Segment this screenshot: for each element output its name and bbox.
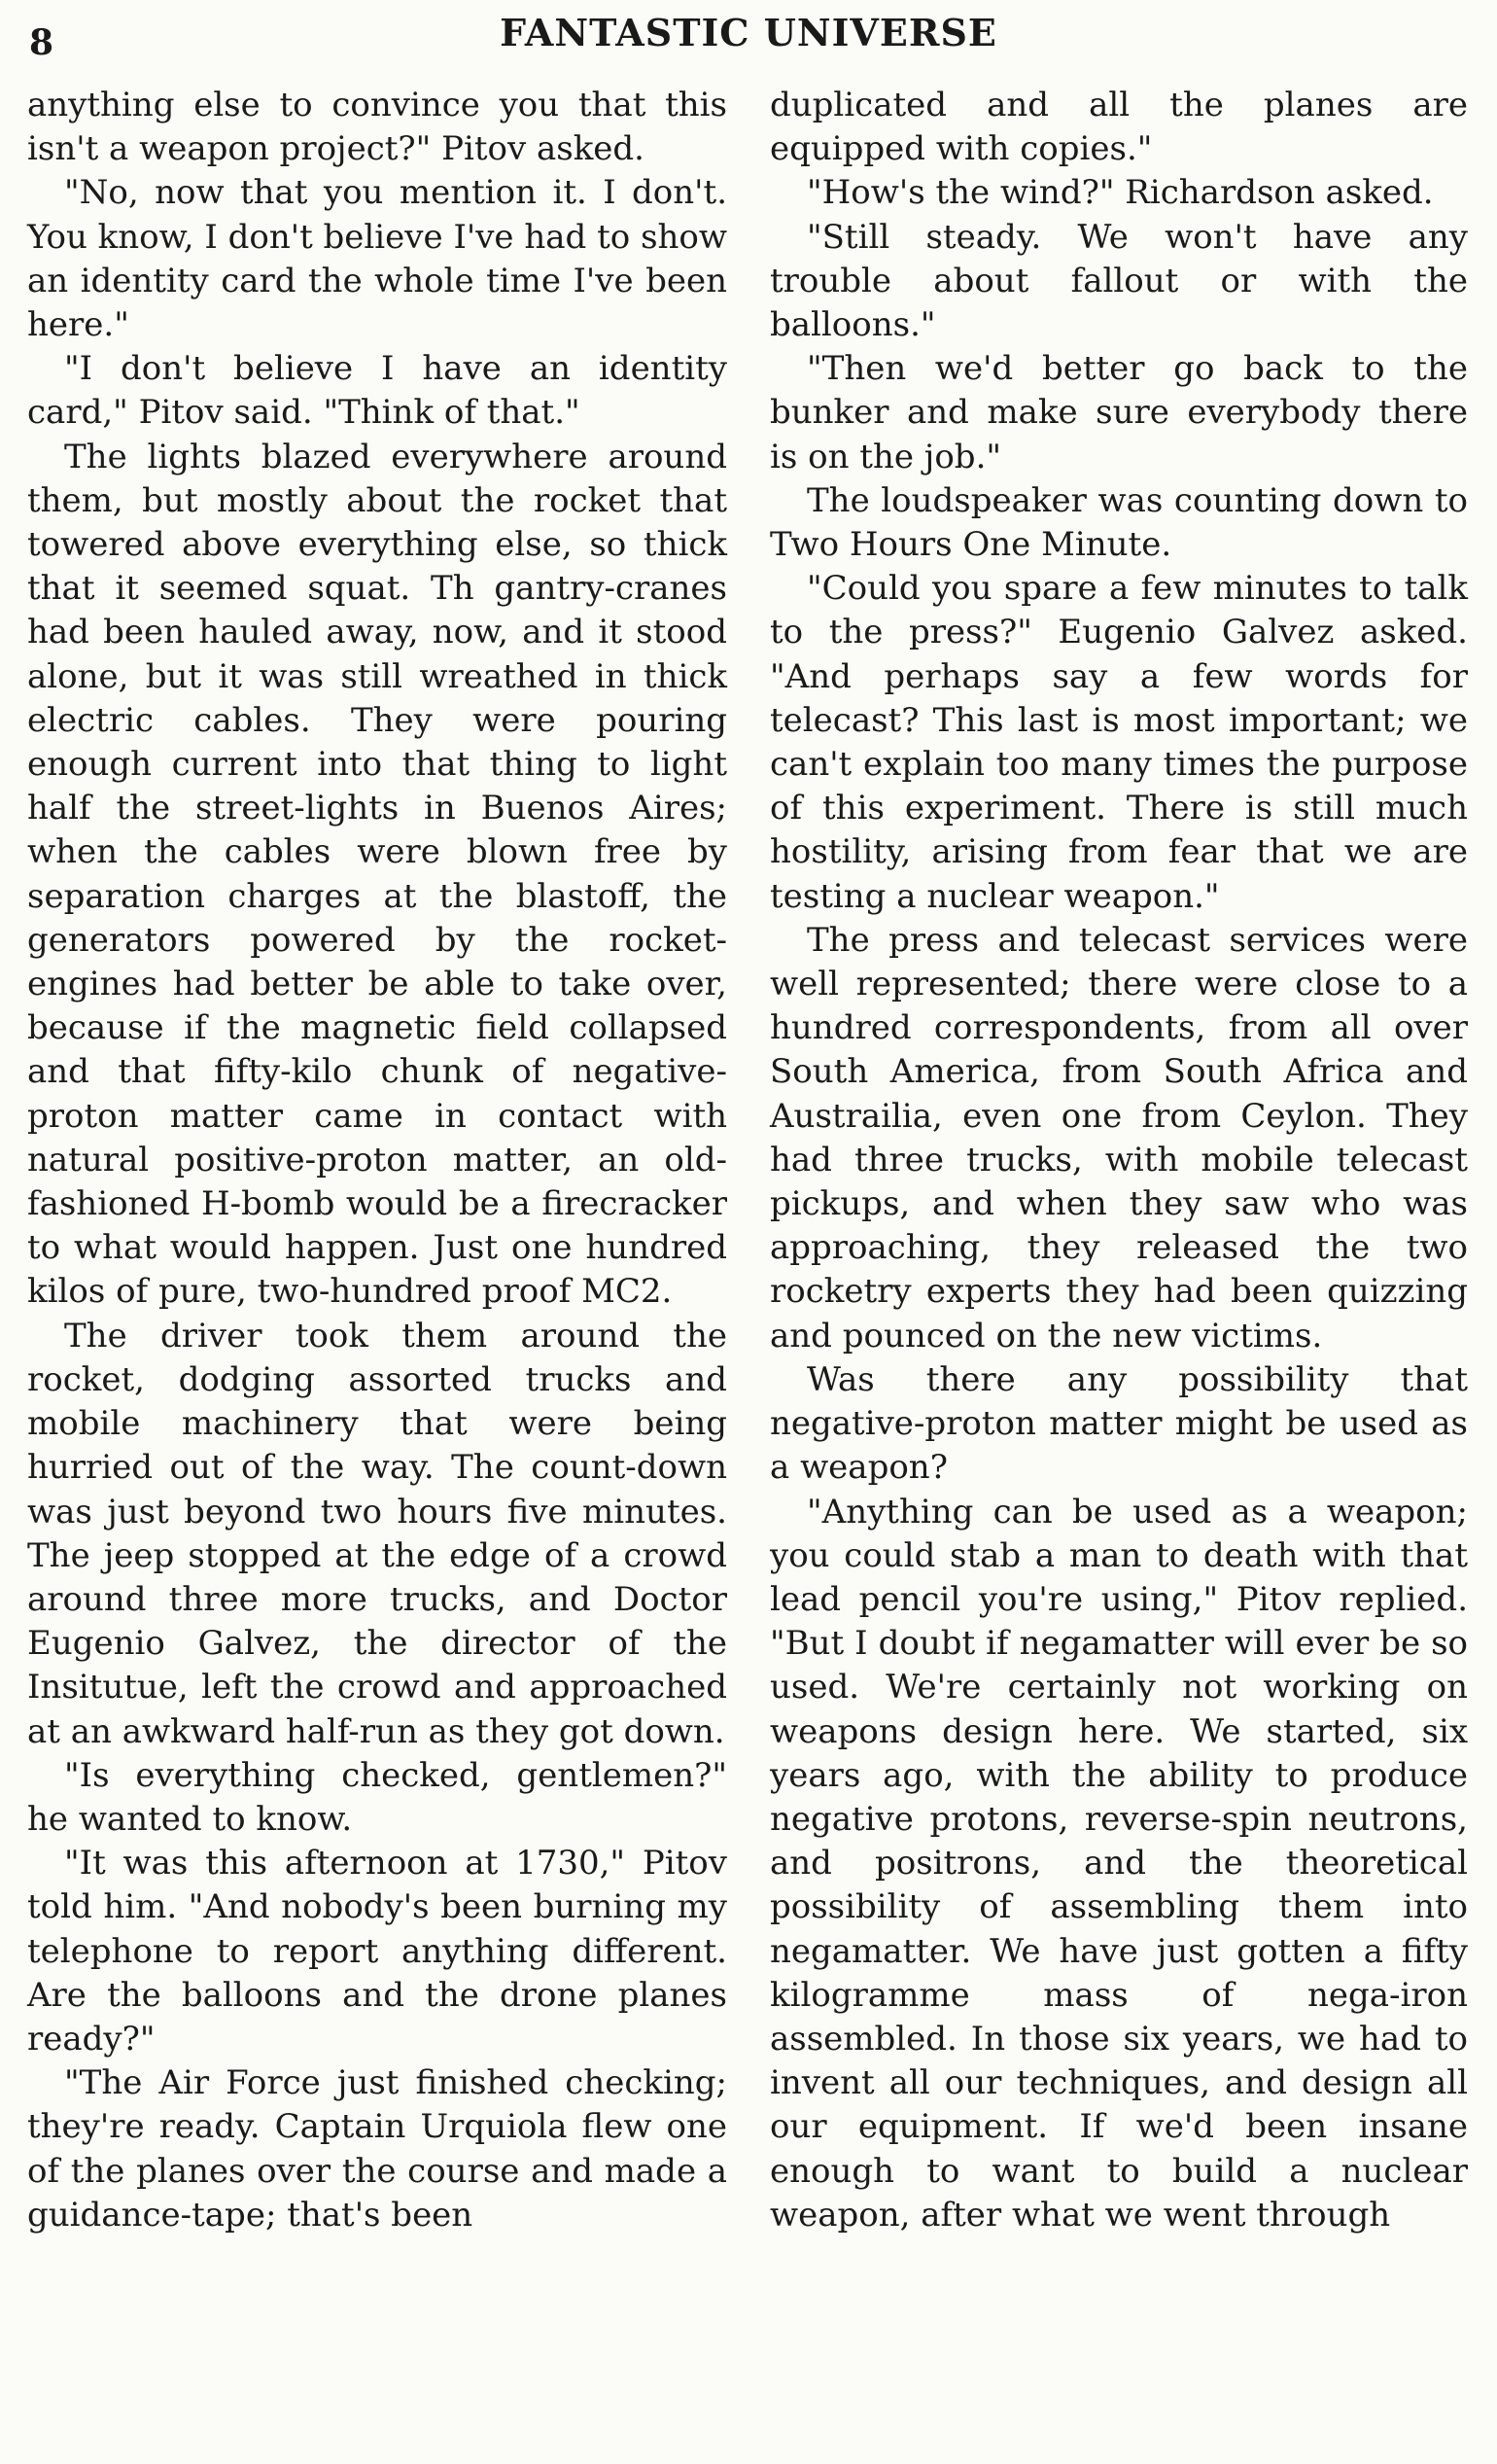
- paragraph: duplicated and all the planes are equipped with copies.": [770, 86, 1468, 169]
- paragraph: Was there any possibility that negative-proton matter might be used as a weapon?: [770, 1359, 1468, 1488]
- right-column: [770, 84, 1468, 2237]
- paragraph: "It was this afternoon at 1730," Pitov told him. "And nobody's been burning my telephone to report anything different. Are the balloons and the drone planes ready?": [27, 1844, 727, 2059]
- page-header: [0, 0, 1497, 63]
- paragraph: The lights blazed everywhere around them, but mostly about the rocket that towered above everything else, so thick that it seemed squat. Th gantry-cranes had been hauled away, now, and it stood alone, but it was still wreathed in thick electric cables. They were pouring enough current into that thing to light half the street-lights in Buenos Aires; when the cables were blown free by separation charges at the blastoff, the generators powered by the rocket-engines had better be able to take over, because if the magnetic field collapsed and that fifty-kilo chunk of negative-proton matter came in contact with natural positive-proton matter, an old-fashioned H-bomb would be a firecracker to what would happen. Just one hundred kilos of pure, two-hundred proof MC2.: [27, 437, 727, 1312]
- paragraph: "Still steady. We won't have any trouble about fallout or with the balloons.": [770, 217, 1468, 345]
- paragraph: anything else to convince you that this isn't a weapon project?" Pitov asked.: [27, 86, 727, 169]
- paragraph: "No, now that you mention it. I don't. You know, I don't believe I've had to show an identity card the whole time I've been here.": [27, 173, 727, 345]
- page-number: 8: [29, 22, 54, 63]
- paragraph: "Is everything checked, gentlemen?" he wanted to know.: [27, 1755, 727, 1839]
- paragraph: "How's the wind?" Richardson asked.: [807, 173, 1434, 213]
- paragraph: "Then we'd better go back to the bunker and make sure everybody there is on the job.": [770, 349, 1468, 476]
- paragraph: "I don't believe I have an identity card," Pitov said. "Think of that.": [27, 349, 727, 433]
- paragraph: The loudspeaker was counting down to Two Hours One Minute.: [770, 480, 1468, 565]
- running-title: FANTASTIC UNIVERSE: [500, 11, 997, 54]
- paragraph: "Could you spare a few minutes to talk to the press?" Eugenio Galvez asked. "And perhaps say a few words for telecast? This last is most important; we can't explain too many times the purpose of this experiment. There is still much hostility, arising from fear that we are testing a nuclear weapon.": [770, 569, 1468, 916]
- paragraph: The driver took them around the rocket, dodging assorted trucks and mobile machinery that were being hurried out of the way. The count-down was just beyond two hours five minutes. The jeep stopped at the edge of a crowd around three more trucks, and Doctor Eugenio Galvez, the director of the Insitutue, left the crowd and approached at an awkward half-run as they got down.: [27, 1316, 727, 1751]
- paragraph: The press and telecast services were well represented; there were close to a hundred correspondents, from all over South America, from South Africa and Austrailia, even one from Ceylon. They had three trucks, with mobile telecast pickups, and when they saw who was approaching, they released the two rocketry experts they had been quizzing and pounced on the new victims.: [770, 920, 1468, 1355]
- left-column: [27, 84, 727, 2237]
- paragraph: "The Air Force just finished checking; they're ready. Captain Urquiola flew one of the planes over the course and made a guidance-tape; that's been: [27, 2063, 727, 2235]
- paragraph: "Anything can be used as a weapon; you could stab a man to death with that lead pencil you're using," Pitov replied. "But I doubt if negamatter will ever be so used. We're certainly not working on weapons design here. We started, six years ago, with the ability to produce negative protons, reverse-spin neutrons, and positrons, and the theoretical possibility of assembling them into negamatter. We have just gotten a fifty kilogramme mass of nega-iron assembled. In those six years, we had to invent all our techniques, and design all our equipment. If we'd been insane enough to want to build a nuclear weapon, after what we went through: [770, 1492, 1468, 2235]
